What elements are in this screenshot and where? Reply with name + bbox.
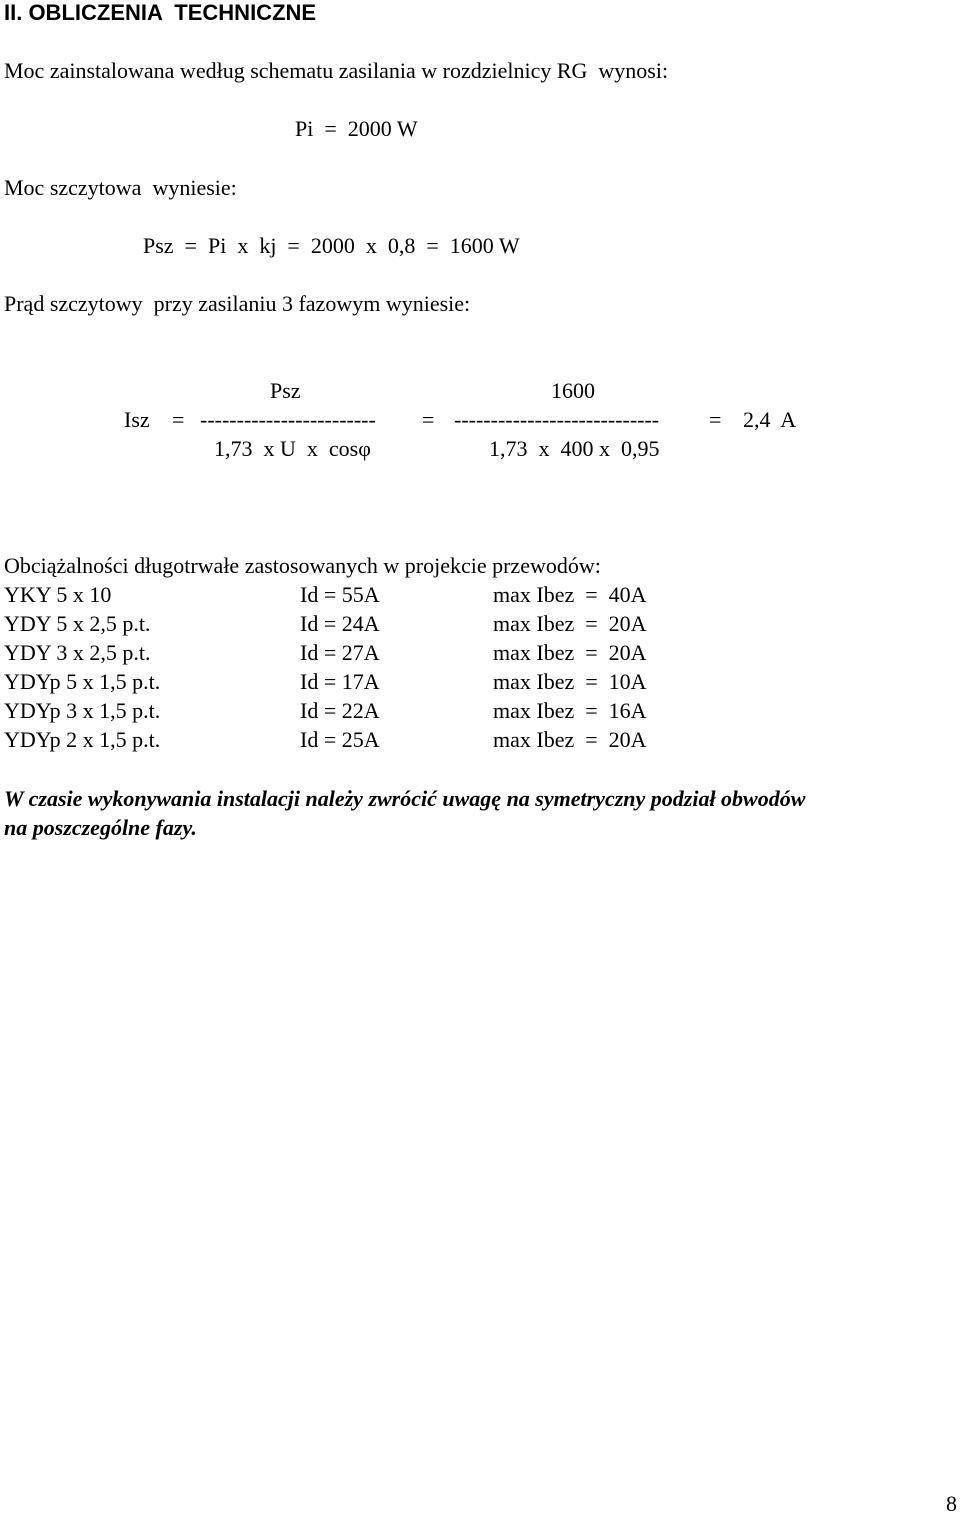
- cable-max: max Ibez = 40A: [493, 582, 647, 607]
- denominator-right: 1,73 x 400 x 0,95: [489, 436, 660, 461]
- cable-max: max Ibez = 20A: [493, 727, 647, 752]
- equals-sign: =: [422, 407, 435, 432]
- fraction-line-right: ----------------------------: [454, 407, 660, 432]
- cable-max: max Ibez = 20A: [493, 611, 647, 636]
- cable-id: Id = 25A: [300, 727, 380, 752]
- installed-power-formula: Pi = 2000 W: [295, 116, 418, 141]
- cable-type: YDYp 5 x 1,5 p.t.: [4, 669, 161, 694]
- cable-type: YKY 5 x 10: [4, 582, 112, 607]
- cable-max: max Ibez = 10A: [493, 669, 647, 694]
- current-result: 2,4 A: [743, 407, 797, 432]
- cable-type: YDYp 2 x 1,5 p.t.: [4, 727, 161, 752]
- cable-id: Id = 24A: [300, 611, 380, 636]
- section-heading: II. OBLICZENIA TECHNICZNE: [4, 0, 317, 25]
- installed-power-intro: Moc zainstalowana według schematu zasilania w rozdzielnicy RG wynosi:: [4, 58, 669, 83]
- cable-id: Id = 22A: [300, 698, 380, 723]
- cable-max: max Ibez = 20A: [493, 640, 647, 665]
- cable-type: YDY 5 x 2,5 p.t.: [4, 611, 151, 636]
- numerator-right: 1600: [551, 378, 595, 403]
- denominator-left: 1,73 x U x cosφ: [214, 436, 371, 461]
- note-line-1: W czasie wykonywania instalacji należy zwrócić uwagę na symetryczny podział obwodów: [4, 786, 806, 811]
- page-number: 8: [946, 1491, 957, 1516]
- peak-power-formula: Psz = Pi x kj = 2000 x 0,8 = 1600 W: [143, 233, 520, 258]
- cables-intro: Obciążalności długotrwałe zastosowanych w projekcie przewodów:: [4, 553, 601, 578]
- cable-type: YDYp 3 x 1,5 p.t.: [4, 698, 161, 723]
- cable-id: Id = 27A: [300, 640, 380, 665]
- equals-sign: =: [172, 407, 185, 432]
- cable-max: max Ibez = 16A: [493, 698, 647, 723]
- cable-id: Id = 55A: [300, 582, 380, 607]
- cable-type: YDY 3 x 2,5 p.t.: [4, 640, 151, 665]
- peak-current-intro: Prąd szczytowy przy zasilaniu 3 fazowym wyniesie:: [4, 291, 471, 316]
- equals-sign: =: [709, 407, 722, 432]
- peak-power-intro: Moc szczytowa wyniesie:: [4, 175, 237, 200]
- note-line-2: na poszczególne fazy.: [4, 815, 197, 840]
- current-symbol: Isz: [124, 407, 150, 432]
- cable-id: Id = 17A: [300, 669, 380, 694]
- numerator-left: Psz: [270, 378, 301, 403]
- fraction-line-left: ------------------------: [200, 407, 376, 432]
